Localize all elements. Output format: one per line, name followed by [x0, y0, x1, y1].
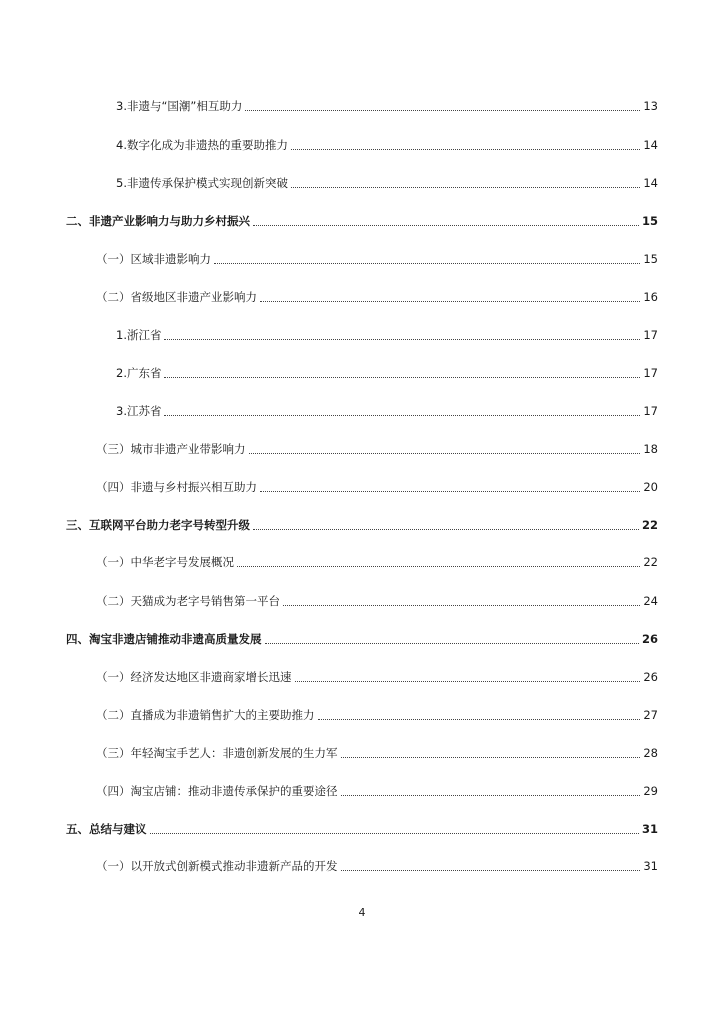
toc-entry-title: （三）城市非遗产业带影响力: [96, 442, 246, 456]
toc-section-entry[interactable]: [96, 592, 658, 610]
toc-entry-page: 17: [643, 404, 658, 418]
toc-section-entry[interactable]: [96, 553, 658, 571]
toc-entry[interactable]: [116, 402, 658, 420]
toc-dot-leader: [265, 643, 639, 644]
toc-entry-title: 3.非遗与“国潮”相互助力: [116, 99, 243, 113]
toc-section-entry[interactable]: [96, 288, 658, 306]
toc-entry-title: 1.浙江省: [116, 328, 162, 342]
toc-entry[interactable]: [116, 364, 658, 382]
toc-entry-page: 15: [643, 252, 658, 266]
toc-dot-leader: [260, 491, 640, 492]
toc-section-entry[interactable]: [96, 744, 658, 762]
toc-dot-leader: [164, 377, 640, 378]
toc-entry-page: 14: [643, 176, 658, 190]
toc-chapter-entry[interactable]: [66, 516, 658, 534]
toc-entry-title: （二）直播成为非遗销售扩大的主要助推力: [96, 708, 315, 722]
toc-dot-leader: [283, 605, 640, 606]
toc-entry-page: 31: [643, 859, 658, 873]
toc-entry-title: 5.非遗传承保护模式实现创新突破: [116, 176, 288, 190]
toc-dot-leader: [318, 719, 641, 720]
toc-chapter-entry[interactable]: [66, 820, 658, 838]
toc-entry-title: 3.江苏省: [116, 404, 162, 418]
toc-dot-leader: [253, 225, 639, 226]
toc-entry-title: （一）经济发达地区非遗商家增长迅速: [96, 670, 292, 684]
toc-chapter-entry[interactable]: [66, 212, 658, 230]
toc-entry-page: 29: [643, 784, 658, 798]
toc-entry[interactable]: [116, 97, 658, 115]
toc-entry-title: （二）天猫成为老字号销售第一平台: [96, 594, 280, 608]
toc-entry-title: 三、互联网平台助力老字号转型升级: [66, 518, 250, 532]
toc-entry-title: 五、总结与建议: [66, 822, 147, 836]
toc-dot-leader: [341, 870, 641, 871]
page-number: 4: [358, 906, 366, 919]
toc-section-entry[interactable]: [96, 478, 658, 496]
toc-dot-leader: [291, 149, 640, 150]
toc-entry-page: 22: [641, 518, 658, 532]
toc-section-entry[interactable]: [96, 250, 658, 268]
toc-dot-leader: [260, 301, 640, 302]
toc-entry-page: 31: [641, 822, 658, 836]
toc-dot-leader: [214, 263, 640, 264]
toc-entry-title: 四、淘宝非遗店铺推动非遗高质量发展: [66, 632, 262, 646]
toc-dot-leader: [295, 681, 641, 682]
toc-entry-title: 二、非遗产业影响力与助力乡村振兴: [66, 214, 250, 228]
toc-dot-leader: [245, 110, 640, 111]
toc-entry-page: 20: [643, 480, 658, 494]
toc-entry-title: （四）淘宝店铺：推动非遗传承保护的重要途径: [96, 784, 338, 798]
toc-entry[interactable]: [116, 174, 658, 192]
toc-dot-leader: [164, 339, 640, 340]
toc-dot-leader: [291, 187, 640, 188]
toc-entry-page: 26: [641, 632, 658, 646]
toc-entry-title: （三）年轻淘宝手艺人：非遗创新发展的生力军: [96, 746, 338, 760]
toc-entry-page: 28: [643, 746, 658, 760]
toc-entry-page: 13: [643, 99, 658, 113]
toc-entry-title: 4.数字化成为非遗热的重要助推力: [116, 138, 288, 152]
toc-dot-leader: [164, 415, 640, 416]
toc-entry-title: （一）区域非遗影响力: [96, 252, 211, 266]
toc-section-entry[interactable]: [96, 668, 658, 686]
toc-entry-page: 16: [643, 290, 658, 304]
toc-entry-page: 18: [643, 442, 658, 456]
toc-entry[interactable]: [116, 136, 658, 154]
toc-chapter-entry[interactable]: [66, 630, 658, 648]
toc-entry-title: （二）省级地区非遗产业影响力: [96, 290, 257, 304]
toc-entry-page: 22: [643, 555, 658, 569]
toc-entry-title: （一）中华老字号发展概况: [96, 555, 234, 569]
toc-entry-page: 17: [643, 328, 658, 342]
toc-section-entry[interactable]: [96, 782, 658, 800]
toc-entry-page: 27: [643, 708, 658, 722]
toc-entry-title: （四）非遗与乡村振兴相互助力: [96, 480, 257, 494]
toc-entry-title: 2.广东省: [116, 366, 162, 380]
toc-dot-leader: [150, 833, 639, 834]
toc-entry-page: 17: [643, 366, 658, 380]
toc-entry[interactable]: [116, 326, 658, 344]
toc-entry-page: 14: [643, 138, 658, 152]
toc-dot-leader: [253, 529, 639, 530]
toc-section-entry[interactable]: [96, 440, 658, 458]
toc-dot-leader: [341, 795, 641, 796]
toc-entry-title: （一）以开放式创新模式推动非遗新产品的开发: [96, 859, 338, 873]
toc-section-entry[interactable]: [96, 857, 658, 875]
toc-dot-leader: [249, 453, 641, 454]
toc-entry-page: 26: [643, 670, 658, 684]
toc-section-entry[interactable]: [96, 706, 658, 724]
toc-entry-page: 15: [641, 214, 658, 228]
toc-entry-page: 24: [643, 594, 658, 608]
toc-dot-leader: [341, 757, 641, 758]
toc-dot-leader: [237, 566, 640, 567]
